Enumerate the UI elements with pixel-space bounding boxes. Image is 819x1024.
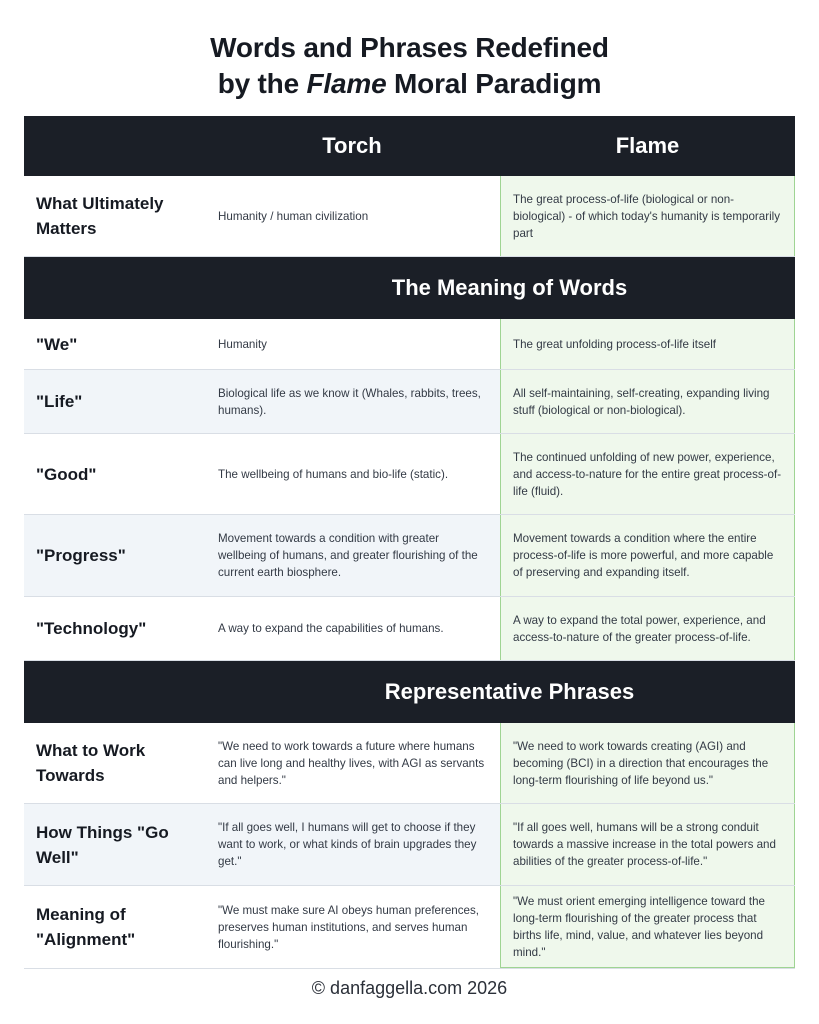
row-label: What to Work Towards	[36, 741, 146, 785]
row-label: "Progress"	[36, 546, 126, 565]
table-row	[24, 370, 795, 434]
torch-cell: "We must make sure AI obeys human preferences, preserves human institutions, and serves human flourishing."	[218, 903, 480, 951]
flame-cell	[500, 886, 795, 968]
section-heading: Representative Phrases	[384, 679, 635, 704]
section-heading: The Meaning of Words	[391, 275, 628, 300]
row-label: "Life"	[36, 392, 83, 411]
flame-cell	[500, 176, 795, 256]
row-label: "Technology"	[36, 619, 147, 638]
torch-cell: The wellbeing of humans and bio-life (static).	[218, 467, 449, 481]
section-header-phrases	[24, 661, 795, 723]
flame-cell-text: The great process-of-life (biological or non-biological) - of which today's humanity is temporarily part	[513, 192, 781, 240]
flame-cell	[500, 804, 795, 885]
table-header	[24, 116, 795, 176]
table-row	[24, 319, 795, 370]
torch-cell: Movement towards a condition with greater wellbeing of humans, and greater flourishing of the current earth biosphere.	[218, 532, 478, 579]
table-row	[24, 597, 795, 661]
table-row	[24, 515, 795, 597]
torch-column-header: Torch	[322, 133, 382, 158]
row-label: Meaning of "Alignment"	[36, 905, 136, 949]
section-header-words	[24, 257, 795, 319]
flame-cell	[500, 370, 795, 433]
flame-column-header: Flame	[615, 133, 680, 158]
row-label: How Things "Go Well"	[36, 822, 169, 867]
flame-cell-text: A way to expand the total power, experience, and access-to-nature of the greater process-of-life.	[513, 613, 766, 644]
torch-cell: Humanity / human civilization	[218, 209, 369, 223]
title-suffix: Moral Paradigm	[386, 68, 602, 99]
table-row	[24, 434, 795, 515]
title-prefix: by the	[217, 68, 307, 99]
flame-cell	[500, 597, 795, 660]
row-label: What Ultimately Matters	[36, 194, 164, 238]
title-line-2	[0, 66, 819, 102]
table-row	[24, 804, 795, 886]
torch-cell: A way to expand the capabilities of humans.	[218, 622, 444, 635]
flame-cell	[500, 515, 795, 596]
flame-cell-text: "We must orient emerging intelligence toward the long-term flourishing of the greater process that births life, mind, value, and whatever lies beyond mind."	[513, 894, 766, 959]
table-row	[24, 886, 795, 969]
table-row	[24, 176, 795, 257]
flame-cell-text: The continued unfolding of new power, experience, and access-to-nature for the entire great process-of-life (fluid).	[513, 450, 782, 498]
flame-cell-text: Movement towards a condition where the entire process-of-life is more powerful, and more capable of preserving and expanding itself.	[513, 532, 774, 579]
flame-cell-text: "If all goes well, humans will be a strong conduit towards a massive increase in the total powers and abilities of the greater process-of-life."	[513, 821, 776, 868]
torch-cell: "If all goes well, I humans will get to choose if they want to work, or what kinds of brain upgrades they get."	[218, 821, 477, 868]
flame-cell	[500, 319, 795, 369]
row-label: "We"	[36, 334, 78, 354]
row-label: "Good"	[36, 464, 97, 484]
torch-cell: "We need to work towards a future where humans can live long and healthy lives, with AGI as servants and helpers."	[218, 739, 485, 787]
comparison-table	[24, 116, 795, 969]
copyright-footer: © danfaggella.com 2026	[311, 978, 508, 998]
title-line-1: Words and Phrases Redefined	[210, 32, 609, 63]
title-flame-word: Flame	[306, 68, 387, 99]
flame-cell-text: The great unfolding process-of-life itself	[513, 337, 716, 351]
table-row	[24, 723, 795, 804]
flame-cell-text: "We need to work towards creating (AGI) and becoming (BCI) in a direction that encourages the long-term flourishing of life beyond us."	[513, 739, 769, 787]
torch-cell: Humanity	[218, 337, 267, 351]
torch-cell: Biological life as we know it (Whales, rabbits, trees, humans).	[218, 386, 481, 417]
flame-cell-text: All self-maintaining, self-creating, expanding living stuff (biological or non-biological).	[513, 386, 770, 417]
page-title	[0, 30, 819, 102]
flame-cell	[500, 434, 795, 514]
flame-cell	[500, 723, 795, 803]
